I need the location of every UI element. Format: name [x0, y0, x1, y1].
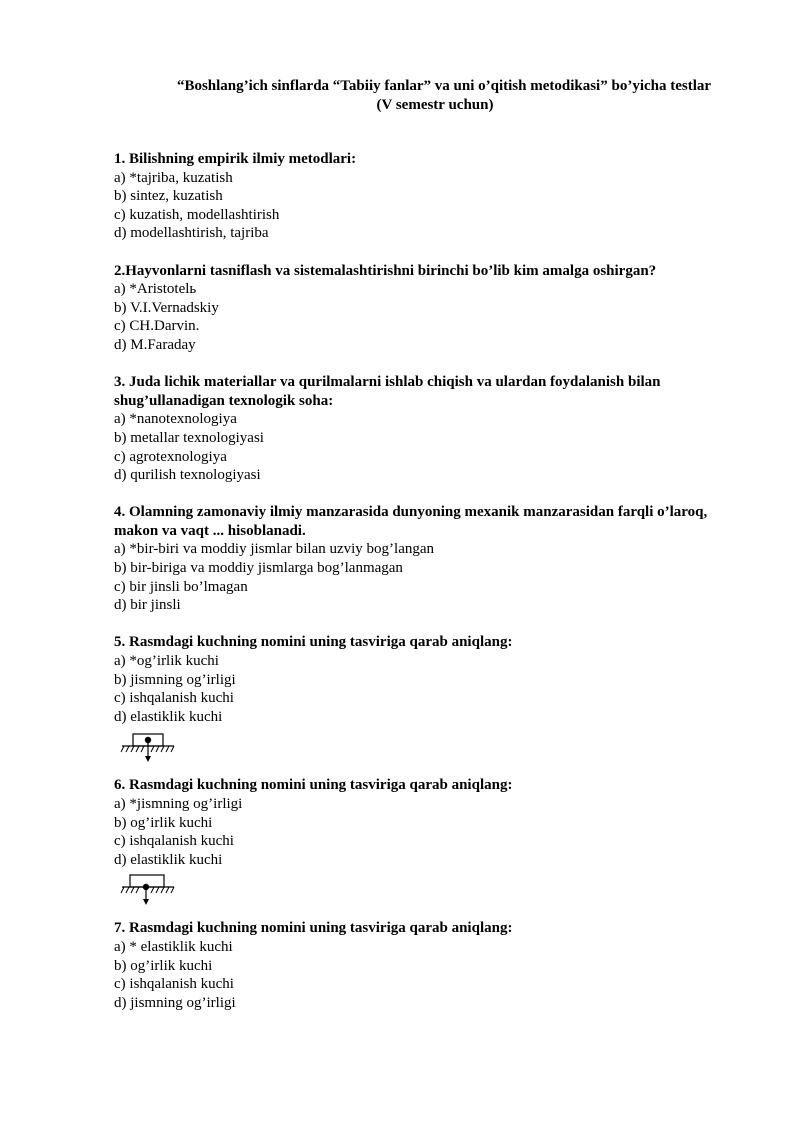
document-title [114, 77, 756, 115]
title-line-1: “Boshlang’ich sinflarda “Tabiiy fanlar” va uni o’qitish metodikasi” bo’yicha testlar [176, 78, 712, 94]
option-c: c) bir jinsli bo’lmagan [114, 578, 248, 595]
question-text: 5. Rasmdagi kuchning nomini uning tasviriga qarab aniqlang: [114, 634, 513, 651]
option-d: d) bir jinsli [114, 597, 181, 614]
option-c: c) ishqalanish kuchi [114, 976, 234, 993]
title-line-2: (V semestr uchun) [376, 97, 494, 113]
question-text: 2.Hayvonlarni tasniflash va sistemalashtirishni birinchi bo’lib kim amalga oshirgan? [114, 262, 657, 279]
option-a: a) *og’irlik kuchi [114, 653, 219, 670]
option-a: a) * elastiklik kuchi [114, 938, 233, 955]
question-text: 3. Juda lichik materiallar va qurilmalarni ishlab chiqish va ulardan foydalanish bilan shug’ullanadigan texnologik soha: [114, 374, 661, 409]
option-d: d) M.Faraday [114, 336, 196, 353]
force-diagram-weight [118, 873, 714, 903]
question-text: 4. Olamning zamonaviy ilmiy manzarasida dunyoning mexanik manzarasidan farqli o’laroq, makon va vaqt ... hisoblanadi. [114, 504, 708, 539]
option-b: b) og’irlik kuchi [114, 814, 213, 831]
option-b: b) V.I.Vernadskiy [114, 299, 219, 316]
question-1 [114, 150, 714, 243]
option-a: a) *jismning og’irligi [114, 796, 243, 812]
option-d: d) elastiklik kuchi [114, 851, 223, 868]
question-5 [114, 633, 714, 760]
option-c: c) kuzatish, modellashtirish [114, 206, 280, 223]
option-d: d) jismning og’irligi [114, 994, 236, 1011]
question-text: 6. Rasmdagi kuchning nomini uning tasviriga qarab aniqlang: [114, 777, 513, 794]
option-a: a) *bir-biri va moddiy jismlar bilan uzviy bog’langan [114, 541, 435, 558]
force-diagram-gravity [118, 730, 714, 760]
option-c: c) CH.Darvin. [114, 318, 200, 335]
option-d: d) modellashtirish, tajriba [114, 225, 269, 242]
question-text: 7. Rasmdagi kuchning nomini uning tasviriga qarab aniqlang: [114, 920, 513, 937]
option-b: b) metallar texnologiyasi [114, 429, 264, 446]
question-2 [114, 262, 714, 355]
option-a: a) *tajriba, kuzatish [114, 169, 233, 186]
option-a: a) *nanotexnologiya [114, 411, 237, 428]
question-4 [114, 503, 714, 615]
option-d: d) elastiklik kuchi [114, 708, 223, 725]
option-b: b) bir-biriga va moddiy jismlarga bog’lanmagan [114, 560, 403, 577]
question-3 [114, 373, 714, 485]
question-text: 1. Bilishning empirik ilmiy metodlari: [114, 151, 357, 167]
option-b: b) jismning og’irligi [114, 671, 236, 688]
question-6 [114, 776, 714, 903]
option-c: c) agrotexnologiya [114, 448, 227, 465]
option-c: c) ishqalanish kuchi [114, 833, 234, 850]
test-questions [114, 150, 714, 1031]
option-a: a) *Aristotelь [114, 281, 197, 298]
option-b: b) og’irlik kuchi [114, 957, 213, 974]
option-b: b) sintez, kuzatish [114, 188, 223, 205]
option-c: c) ishqalanish kuchi [114, 690, 234, 707]
option-d: d) qurilish texnologiyasi [114, 467, 261, 484]
question-7 [114, 919, 714, 1012]
